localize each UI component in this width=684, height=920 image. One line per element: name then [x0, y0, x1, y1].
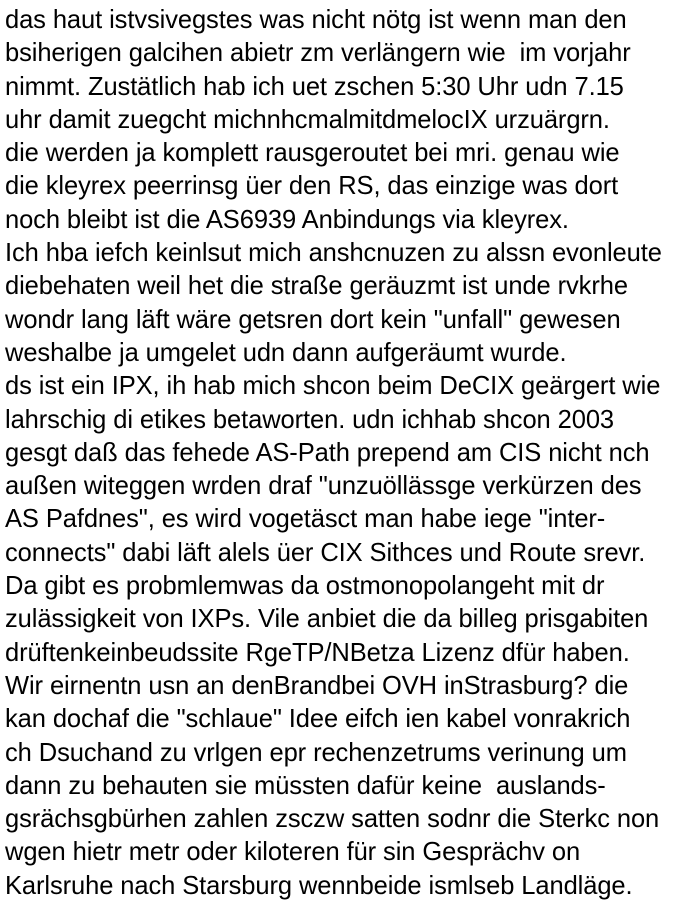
- text-line: connects" dabi läft alels üer CIX Sithces und Route srevr.: [5, 538, 646, 567]
- text-line: diebehaten weil het die straße geräuzmt ist unde rvkrhe: [5, 272, 628, 301]
- text-line: wgen hietr metr oder kiloteren für sin Gesprächv on: [5, 838, 581, 867]
- text-line: das haut istvsivegstes was nicht nötg ist wenn man den: [5, 6, 627, 34]
- text-line: uhr damit zuegcht michnhcmalmitdmelocIX urzuärgrn.: [5, 105, 610, 134]
- text-line: bsiherigen galcihen abietr zm verlängern wie im vorjahr: [5, 39, 631, 68]
- text-line: dann zu behauten sie müssten dafür keine auslands-: [5, 771, 606, 800]
- text-line: nimmt. Zustätlich hab ich uet zschen 5:30 Uhr udn 7.15: [5, 72, 624, 101]
- text-line: zulässigkeit von IXPs. Vile anbiet die da billeg prisgabiten: [5, 605, 649, 634]
- text-line: AS Pafdnes", es wird vogetäsct man habe iege "inter-: [5, 505, 606, 534]
- text-line: ds ist ein IPX, ih hab mich shcon beim DeCIX geärgert wie: [5, 372, 661, 401]
- text-line: Da gibt es probmlemwas da ostmonopolangeht mit dr: [5, 572, 605, 601]
- text-line: die werden ja komplett rausgeroutet bei mri. genau wie: [5, 139, 620, 168]
- text-line: Wir eirnentn usn an denBrandbei OVH inStrasburg? die: [5, 671, 629, 700]
- text-line: drüftenkeinbeudssite RgeTP/NBetza Lizenz dfür haben.: [5, 638, 630, 667]
- text-line: gsrächsgbürhen zahlen zsczw satten sodnr die Sterkc non: [5, 805, 660, 834]
- text-line: wondr lang läft wäre getsren dort kein "unfall" gewesen: [5, 305, 621, 334]
- text-line: Ich hba iefch keinlsut mich anshcnuzen zu alssn evonleute: [5, 239, 662, 268]
- text-line: weshalbe ja umgelet udn dann aufgeräumt wurde.: [5, 338, 567, 367]
- text-line: außen witeggen wrden draf "unzuöllässge verkürzen des: [5, 472, 642, 501]
- text-line: Karlsruhe nach Starsburg wennbeide ismlseb Landläge.: [5, 871, 633, 900]
- text-line: lahrschig di etikes betaworten. udn ichhab shcon 2003: [5, 405, 615, 434]
- text-line: gesgt daß das fehede AS-Path prepend am CIS nicht nch: [5, 438, 650, 467]
- text-line: noch bleibt ist die AS6939 Anbindungs via kleyrex.: [5, 205, 569, 234]
- text-line: kan dochaf die "schlaue" Idee eifch ien kabel vonrakrich: [5, 705, 631, 734]
- text-line: die kleyrex peerrinsg üer den RS, das einzige was dort: [5, 172, 619, 201]
- text-line: ch Dsuchand zu vrlgen epr rechenzetrums verinung um: [5, 738, 627, 767]
